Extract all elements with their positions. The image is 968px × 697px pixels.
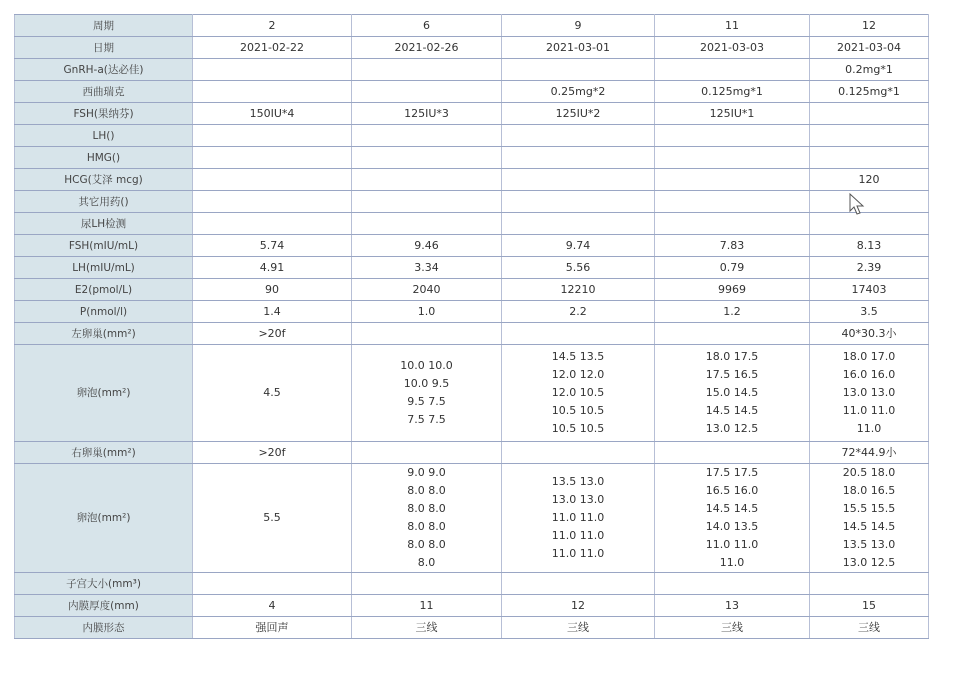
table-cell <box>502 573 655 595</box>
table-cell: 1.4 <box>193 301 352 323</box>
table-cell <box>502 169 655 191</box>
table-cell: 12 <box>810 15 929 37</box>
table-cell: 8.13 <box>810 235 929 257</box>
table-cell <box>352 323 502 345</box>
table-row <box>15 37 929 59</box>
row-label: 尿LH检测 <box>15 213 193 235</box>
table-row <box>15 125 929 147</box>
table-cell <box>193 125 352 147</box>
table-row <box>15 442 929 464</box>
table-row <box>15 235 929 257</box>
cell-line: 10.0 9.5 <box>403 377 450 390</box>
table-cell: 2021-03-04 <box>810 37 929 59</box>
row-label: LH() <box>15 125 193 147</box>
row-label: HMG() <box>15 147 193 169</box>
table-cell: 9969 <box>655 279 810 301</box>
cell-line: 13.5 13.0 <box>842 538 896 551</box>
table-cell <box>193 464 352 573</box>
table-cell <box>655 573 810 595</box>
cell-line: 10.5 10.5 <box>551 422 605 435</box>
table-cell: 40*30.3小 <box>810 323 929 345</box>
table-cell: 72*44.9小 <box>810 442 929 464</box>
cell-line: 20.5 18.0 <box>842 466 896 479</box>
cell-line: 14.5 13.5 <box>551 350 605 363</box>
table-cell <box>810 103 929 125</box>
table-cell <box>655 464 810 573</box>
cell-line: 8.0 <box>417 556 436 569</box>
table-cell <box>810 464 929 573</box>
cell-line: 10.5 10.5 <box>551 404 605 417</box>
cell-line: 12.0 12.0 <box>551 368 605 381</box>
table-row <box>15 59 929 81</box>
table-cell <box>502 147 655 169</box>
table-cell <box>502 191 655 213</box>
table-cell <box>655 125 810 147</box>
table-cell: 120 <box>810 169 929 191</box>
table-row <box>15 15 929 37</box>
row-label: 左卵巢(mm²) <box>15 323 193 345</box>
table-cell: 13 <box>655 595 810 617</box>
table-cell: 9.74 <box>502 235 655 257</box>
table-row <box>15 103 929 125</box>
table-cell: 2040 <box>352 279 502 301</box>
table-row <box>15 81 929 103</box>
cell-line: 13.0 12.5 <box>705 422 759 435</box>
cell-line: 11.0 11.0 <box>842 404 896 417</box>
table-body <box>15 15 929 639</box>
table-cell: 三线 <box>810 617 929 639</box>
table-cell <box>502 59 655 81</box>
table-cell: 2.39 <box>810 257 929 279</box>
table-cell <box>352 345 502 442</box>
table-cell: 17403 <box>810 279 929 301</box>
table-cell <box>655 323 810 345</box>
table-cell: 三线 <box>352 617 502 639</box>
table-cell <box>810 213 929 235</box>
row-label: 卵泡(mm²) <box>15 464 193 573</box>
table-cell: 强回声 <box>193 617 352 639</box>
table-row <box>15 191 929 213</box>
cell-line: 10.0 10.0 <box>400 359 453 372</box>
table-cell: 1.2 <box>655 301 810 323</box>
table-cell: 2021-03-03 <box>655 37 810 59</box>
table-cell: 三线 <box>655 617 810 639</box>
table-cell: 150IU*4 <box>193 103 352 125</box>
table-cell <box>502 345 655 442</box>
table-cell: 2.2 <box>502 301 655 323</box>
table-row <box>15 169 929 191</box>
table-cell <box>352 169 502 191</box>
table-row <box>15 147 929 169</box>
table-cell: 12 <box>502 595 655 617</box>
cell-line: 14.5 14.5 <box>705 404 759 417</box>
cell-line: 18.0 17.5 <box>705 350 759 363</box>
table-cell: 2021-03-01 <box>502 37 655 59</box>
table-row <box>15 595 929 617</box>
table-cell <box>352 573 502 595</box>
cell-line: 8.0 8.0 <box>407 484 446 497</box>
table-cell <box>193 191 352 213</box>
table-cell <box>193 345 352 442</box>
row-label: 内膜形态 <box>15 617 193 639</box>
table-cell: 11 <box>655 15 810 37</box>
cell-line: 8.0 8.0 <box>407 502 446 515</box>
monitoring-table <box>14 14 929 639</box>
row-label: E2(pmol/L) <box>15 279 193 301</box>
table-row <box>15 345 929 442</box>
table-cell: 4.91 <box>193 257 352 279</box>
row-label: LH(mIU/mL) <box>15 257 193 279</box>
table-cell: 3.34 <box>352 257 502 279</box>
cell-line: 13.5 13.0 <box>551 475 605 488</box>
table-cell: 0.125mg*1 <box>810 81 929 103</box>
table-cell: 125IU*1 <box>655 103 810 125</box>
table-cell <box>810 345 929 442</box>
table-row <box>15 464 929 573</box>
table-cell <box>502 464 655 573</box>
cell-line: 13.0 13.0 <box>551 493 605 506</box>
row-label: 西曲瑞克 <box>15 81 193 103</box>
table-cell <box>193 213 352 235</box>
cell-line: 11.0 11.0 <box>705 538 759 551</box>
table-cell <box>810 573 929 595</box>
row-label: 其它用药() <box>15 191 193 213</box>
table-cell <box>193 573 352 595</box>
cell-line: 15.0 14.5 <box>705 386 759 399</box>
table-cell: 6 <box>352 15 502 37</box>
table-cell: 3.5 <box>810 301 929 323</box>
table-cell <box>655 147 810 169</box>
table-row <box>15 573 929 595</box>
table-cell: 三线 <box>502 617 655 639</box>
cell-line: 16.0 16.0 <box>842 368 896 381</box>
mouse-cursor-icon <box>848 192 866 216</box>
cell-line: 15.5 15.5 <box>842 502 896 515</box>
cell-line: 17.5 17.5 <box>705 466 759 479</box>
table-cell <box>502 213 655 235</box>
table-cell: 2021-02-26 <box>352 37 502 59</box>
table-cell: 7.83 <box>655 235 810 257</box>
table-cell <box>655 169 810 191</box>
table-cell: 11 <box>352 595 502 617</box>
table-cell: 12210 <box>502 279 655 301</box>
cell-line: 11.0 11.0 <box>551 547 605 560</box>
cell-line: 17.5 16.5 <box>705 368 759 381</box>
table-cell: 0.25mg*2 <box>502 81 655 103</box>
table-cell <box>502 442 655 464</box>
cell-line: 11.0 11.0 <box>551 511 605 524</box>
table-cell <box>352 191 502 213</box>
table-cell: 5.56 <box>502 257 655 279</box>
table-row <box>15 301 929 323</box>
table-cell <box>655 191 810 213</box>
cell-line: 13.0 13.0 <box>842 386 896 399</box>
table-row <box>15 617 929 639</box>
row-label: 内膜厚度(mm) <box>15 595 193 617</box>
table-cell: 125IU*2 <box>502 103 655 125</box>
cell-line: 4.5 <box>263 386 281 399</box>
cell-line: 11.0 <box>719 556 745 569</box>
table-cell <box>193 59 352 81</box>
table-cell <box>352 213 502 235</box>
cell-line: 7.5 7.5 <box>407 413 446 426</box>
cell-line: 11.0 11.0 <box>551 529 605 542</box>
row-label: GnRH-a(达必佳) <box>15 59 193 81</box>
row-label: 右卵巢(mm²) <box>15 442 193 464</box>
table-cell: 9.46 <box>352 235 502 257</box>
table-cell: 15 <box>810 595 929 617</box>
cell-line: 8.0 8.0 <box>407 520 446 533</box>
table-cell <box>193 147 352 169</box>
table-cell <box>352 464 502 573</box>
table-cell: 90 <box>193 279 352 301</box>
cell-line: 14.5 14.5 <box>705 502 759 515</box>
cell-line: 12.0 10.5 <box>551 386 605 399</box>
table-cell <box>810 191 929 213</box>
table-cell: 125IU*3 <box>352 103 502 125</box>
cell-line: 9.0 9.0 <box>407 466 446 479</box>
cell-line: 9.5 7.5 <box>407 395 446 408</box>
cell-line: 13.0 12.5 <box>842 556 896 569</box>
row-label: 卵泡(mm²) <box>15 345 193 442</box>
table-row <box>15 257 929 279</box>
table-row <box>15 279 929 301</box>
cell-line: 14.0 13.5 <box>705 520 759 533</box>
cell-line: 8.0 8.0 <box>407 538 446 551</box>
table-cell <box>352 147 502 169</box>
table-cell: 2021-02-22 <box>193 37 352 59</box>
table-cell <box>655 59 810 81</box>
table-cell <box>655 442 810 464</box>
row-label: HCG(艾泽 mcg) <box>15 169 193 191</box>
table-cell <box>352 59 502 81</box>
cell-line: 5.5 <box>263 511 281 524</box>
cell-line: 14.5 14.5 <box>842 520 896 533</box>
table-cell: 4 <box>193 595 352 617</box>
table-cell <box>352 442 502 464</box>
table-cell: >20f <box>193 323 352 345</box>
table-cell: 0.2mg*1 <box>810 59 929 81</box>
row-label: 周期 <box>15 15 193 37</box>
table-cell <box>193 169 352 191</box>
cell-line: 18.0 17.0 <box>842 350 896 363</box>
table-cell <box>502 323 655 345</box>
cell-line: 18.0 16.5 <box>842 484 896 497</box>
cell-line: 11.0 <box>856 422 882 435</box>
table-cell: 9 <box>502 15 655 37</box>
row-label: P(nmol/l) <box>15 301 193 323</box>
cell-line: 16.5 16.0 <box>705 484 759 497</box>
table-cell <box>352 81 502 103</box>
table-row <box>15 213 929 235</box>
table-cell <box>352 125 502 147</box>
table-cell <box>810 125 929 147</box>
table-cell: 1.0 <box>352 301 502 323</box>
table-cell <box>655 213 810 235</box>
table-cell <box>193 81 352 103</box>
table-cell: 0.125mg*1 <box>655 81 810 103</box>
table-cell: >20f <box>193 442 352 464</box>
table-cell <box>502 125 655 147</box>
row-label: 日期 <box>15 37 193 59</box>
table-cell: 2 <box>193 15 352 37</box>
table-cell <box>810 147 929 169</box>
table-cell <box>655 345 810 442</box>
row-label: FSH(果纳芬) <box>15 103 193 125</box>
table-cell: 0.79 <box>655 257 810 279</box>
table-cell: 5.74 <box>193 235 352 257</box>
row-label: 子宫大小(mm³) <box>15 573 193 595</box>
row-label: FSH(mIU/mL) <box>15 235 193 257</box>
table-row <box>15 323 929 345</box>
